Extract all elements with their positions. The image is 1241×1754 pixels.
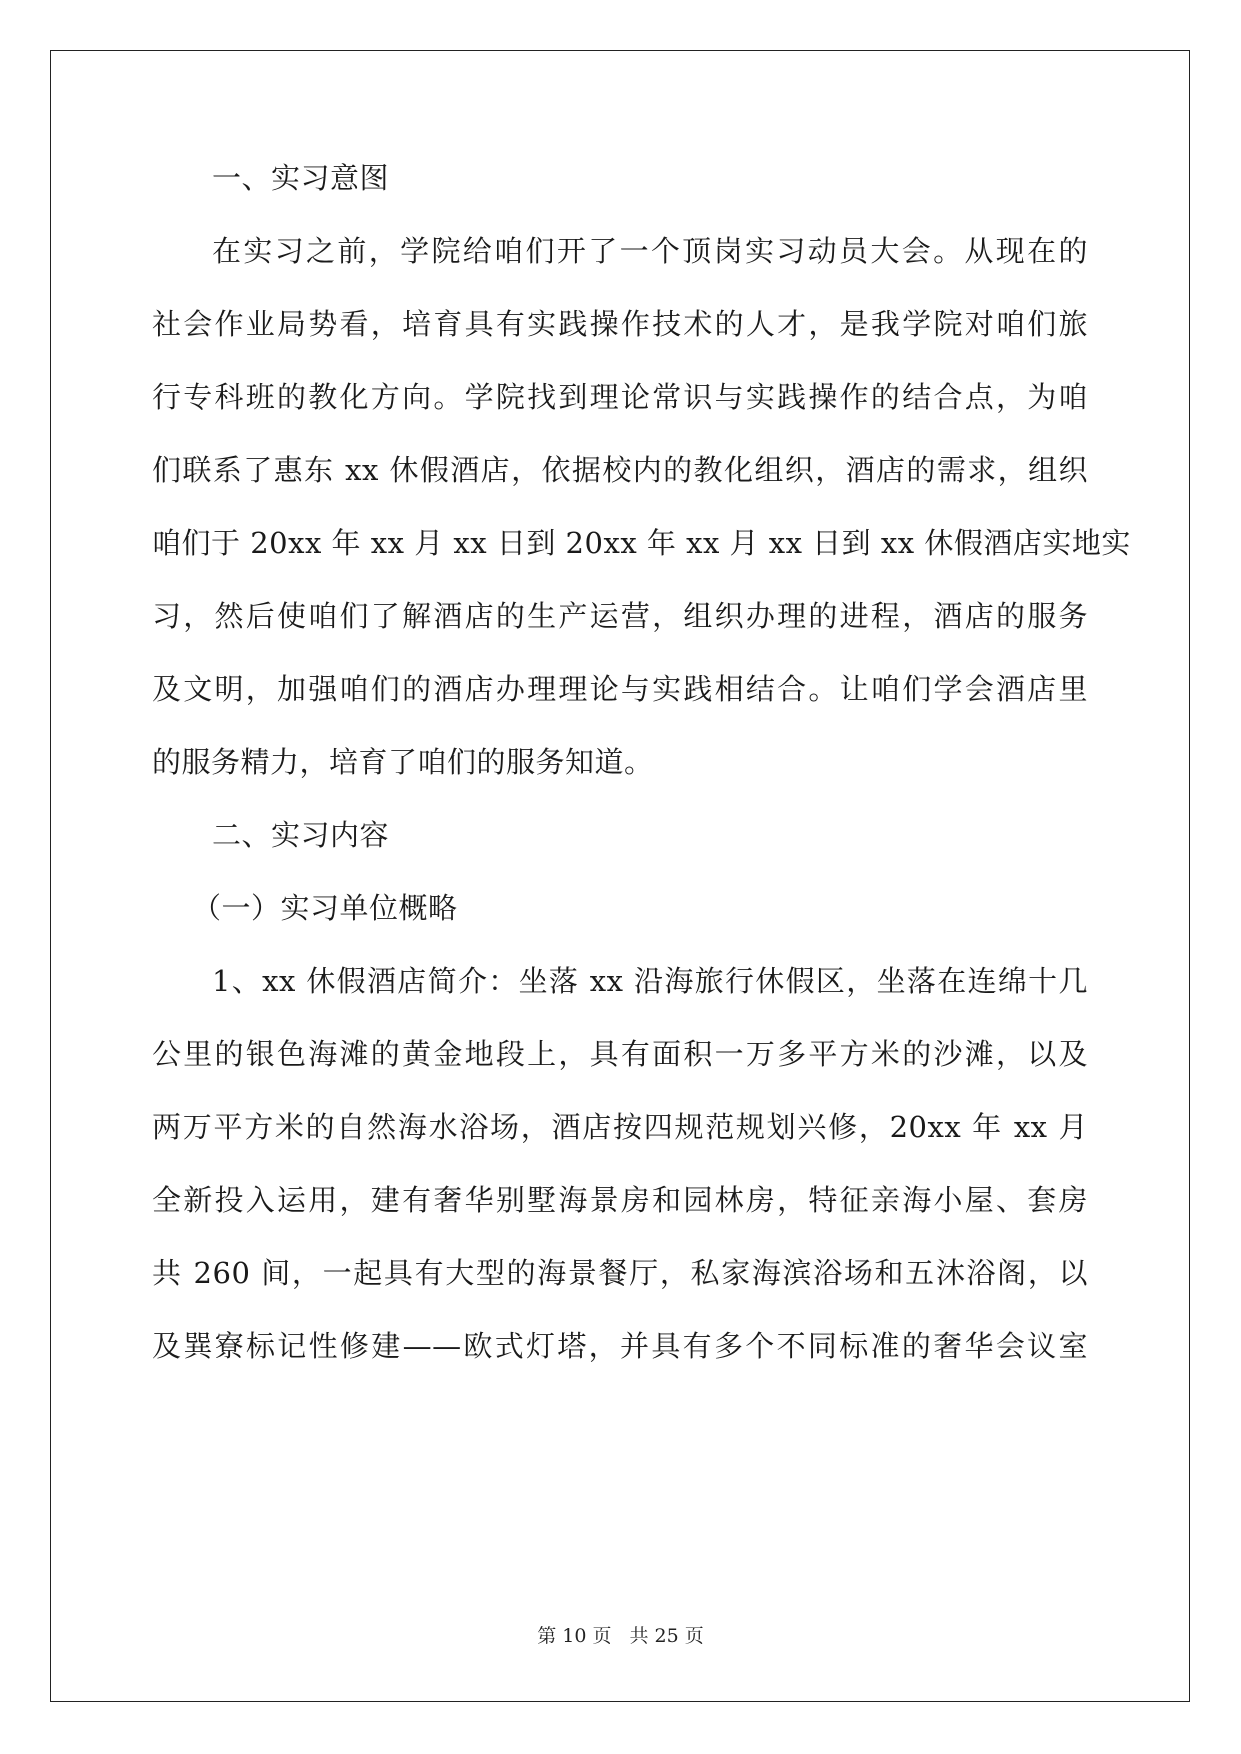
paragraph-line: 及文明，加强咱们的酒店办理理论与实践相结合。让咱们学会酒店里 bbox=[152, 672, 1088, 706]
heading-subsection-1: （一）实习单位概略 bbox=[192, 891, 458, 925]
paragraph-line: 的服务精力，培育了咱们的服务知道。 bbox=[152, 745, 654, 779]
page-total: 共 25 页 bbox=[629, 1625, 704, 1647]
heading-section-1: 一、实习意图 bbox=[212, 161, 390, 195]
paragraph-line: 在实习之前，学院给咱们开了一个顶岗实习动员大会。从现在的 bbox=[212, 234, 1088, 268]
paragraph-line: 行专科班的教化方向。学院找到理论常识与实践操作的结合点，为咱 bbox=[152, 380, 1088, 414]
page-border bbox=[50, 50, 1190, 1702]
heading-section-2: 二、实习内容 bbox=[212, 818, 390, 852]
page-footer bbox=[0, 1624, 1241, 1648]
paragraph-line: 全新投入运用，建有奢华别墅海景房和园林房，特征亲海小屋、套房 bbox=[152, 1183, 1088, 1217]
paragraph-line: 两万平方米的自然海水浴场，酒店按四规范规划兴修，20xx 年 xx 月 bbox=[152, 1110, 1088, 1144]
paragraph-line: 习，然后使咱们了解酒店的生产运营，组织办理的进程，酒店的服务 bbox=[152, 599, 1088, 633]
page-number: 第 10 页 bbox=[537, 1625, 612, 1647]
paragraph-line: 1、xx 休假酒店简介：坐落 xx 沿海旅行休假区，坐落在连绵十几 bbox=[212, 964, 1088, 998]
paragraph-line: 社会作业局势看，培育具有实践操作技术的人才，是我学院对咱们旅 bbox=[152, 307, 1088, 341]
paragraph-line: 公里的银色海滩的黄金地段上，具有面积一万多平方米的沙滩，以及 bbox=[152, 1037, 1088, 1071]
paragraph-line: 们联系了惠东 xx 休假酒店，依据校内的教化组织，酒店的需求，组织 bbox=[152, 453, 1088, 487]
paragraph-line: 及巽寮标记性修建——欧式灯塔，并具有多个不同标准的奢华会议室 bbox=[152, 1329, 1088, 1363]
paragraph-line: 共 260 间，一起具有大型的海景餐厅，私家海滨浴场和五沐浴阁，以 bbox=[152, 1256, 1088, 1290]
paragraph-line: 咱们于 20xx 年 xx 月 xx 日到 20xx 年 xx 月 xx 日到 xx 休假酒店实地实 bbox=[152, 526, 1131, 560]
